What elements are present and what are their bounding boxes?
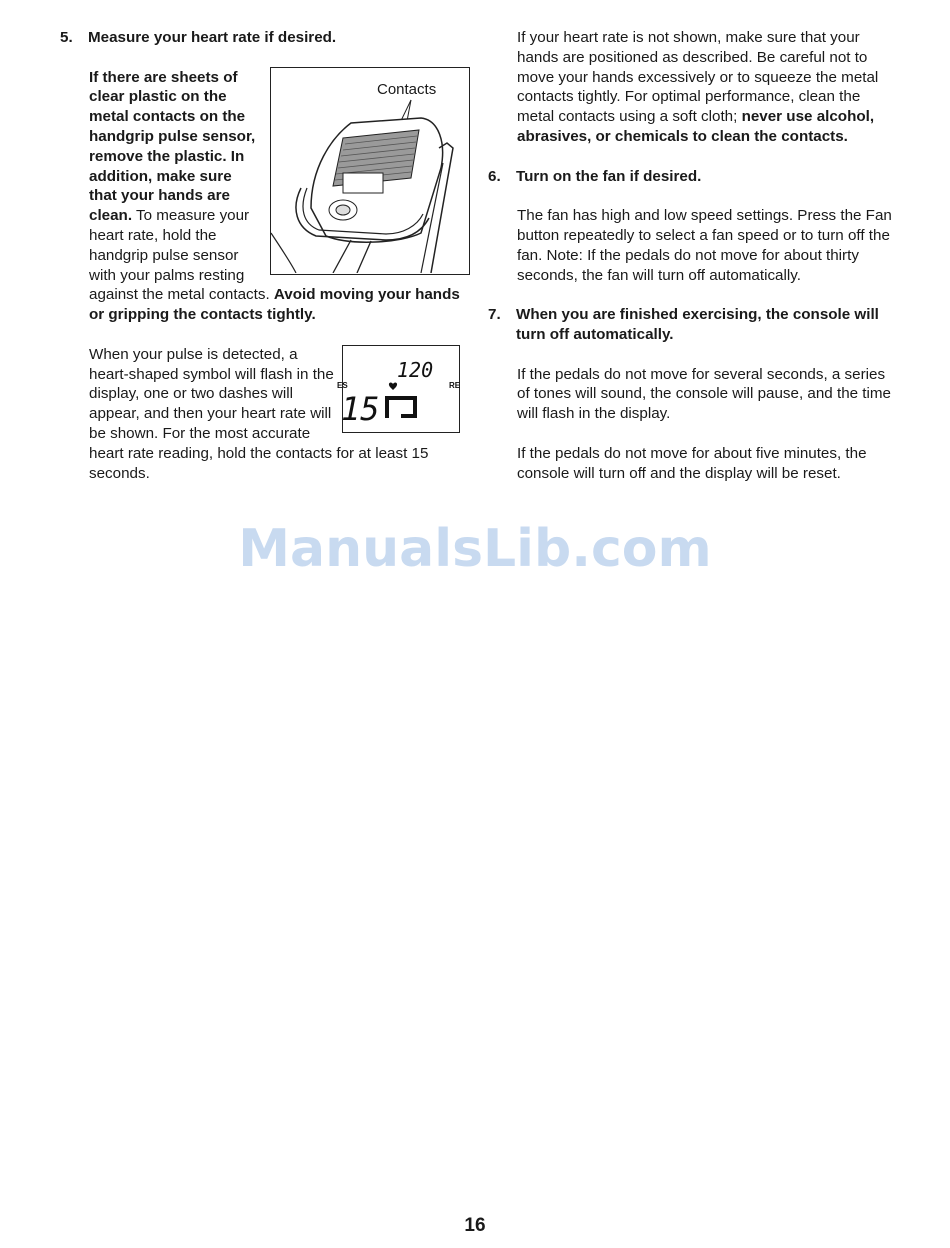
step-6-number: 6. — [488, 167, 501, 185]
watermark: ManualsLib.com — [238, 519, 712, 579]
step-6-heading — [488, 167, 898, 187]
step-5-title: Measure your heart rate if desired. — [88, 29, 337, 46]
console-illustration — [271, 68, 468, 273]
right-column — [488, 28, 898, 483]
step-7-number: 7. — [488, 306, 501, 324]
step-7-title: When you are finished exercising, the console will turn off automatically. — [516, 306, 879, 343]
step-5-paragraph-2: When your pulse is detected, a heart-shaped symbol will flash in the display, one or two dashes will appear, and then your heart rate will be shown. For the most accurate heart rate reading, hold the contacts for at least 15 seconds. — [89, 345, 429, 482]
heart-rate-display-figure — [337, 345, 461, 433]
dash-segment-left — [385, 396, 389, 418]
dash-segment-top — [385, 396, 417, 400]
display-right-label: RE — [449, 380, 461, 390]
contacts-care-paragraph: If your heart rate is not shown, make sure that your hands are positioned as described. Be careful not to move your hands excessively or to squeeze the metal contacts tightly. For optimal performance, clean the metal contacts using a soft cloth; never use alcohol, abrasives, or chemicals to clean the contacts. — [517, 29, 879, 145]
dash-segment-bottom — [401, 414, 417, 418]
heart-icon — [389, 382, 397, 389]
step-5-number: 5. — [60, 29, 73, 46]
handgrip-contacts-figure — [270, 67, 470, 275]
step-6-title: Turn on the fan if desired. — [516, 167, 702, 185]
step-7-heading — [488, 305, 898, 345]
step-7-paragraph-1: If the pedals do not move for several seconds, a series of tones will sound, the console will pause, and the time will flash in the display. — [517, 365, 891, 423]
display-big-digits: 15 — [341, 389, 380, 428]
step-5-paragraph-1: If there are sheets of clear plastic on the metal contacts on the handgrip pulse sensor, remove the plastic. In addition, make sure that your hands are clean. To measure your heart rate, hold the handgrip pulse sensor with your palms resting against the metal contacts. Avoid moving your hands or gripping the contacts tightly. — [89, 68, 460, 324]
step-7-paragraph-2: If the pedals do not move for about five minutes, the console will turn off and the display will be reset. — [517, 444, 867, 482]
step-5-heading — [60, 28, 470, 48]
display-left-label: ES — [337, 380, 348, 390]
left-column — [60, 28, 470, 483]
page-number: 16 — [464, 1215, 486, 1236]
contacts-label: Contacts — [377, 80, 437, 98]
lcd-display — [337, 346, 467, 431]
step-6-paragraph: The fan has high and low speed settings. Press the Fan button repeatedly to select a fan speed or to turn off the fan. Note: If the pedals do not move for about thirty seconds, the fan will turn off automatically. — [517, 207, 892, 284]
display-top-value: 120 — [397, 357, 434, 382]
